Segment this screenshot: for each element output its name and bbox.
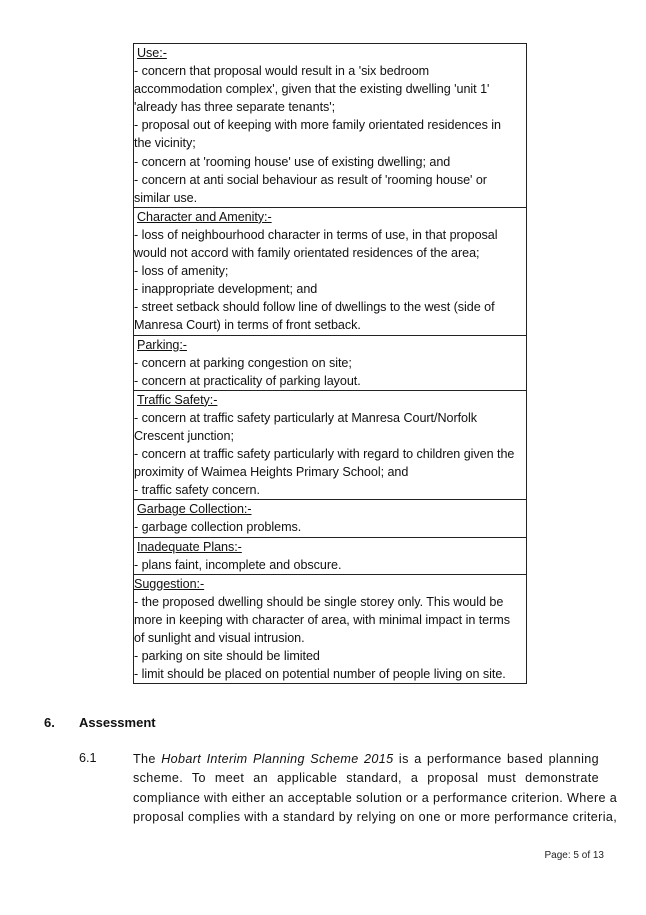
section-line: - concern at anti social behaviour as result of 'rooming house' or (134, 172, 487, 187)
section-line: - concern at traffic safety particularly at Manresa Court/Norfolk (134, 410, 477, 425)
section-line: accommodation complex', given that the existing dwelling 'unit 1' (134, 82, 490, 97)
section-line: - concern that proposal would result in a 'six bedroom (134, 64, 430, 79)
section-line: - concern at parking congestion on site; (134, 355, 352, 370)
section-heading: Character and Amenity:- (137, 209, 272, 224)
section-title: Assessment (79, 715, 156, 730)
section-line: the vicinity; (134, 136, 196, 151)
scheme-name: Hobart Interim Planning Scheme 2015 (161, 752, 394, 766)
section-heading: Traffic Safety:- (137, 392, 218, 407)
section-character-amenity (134, 207, 526, 335)
section-line: more in keeping with character of area, with minimal impact in terms (134, 612, 510, 627)
paragraph-number: 6.1 (79, 751, 97, 765)
section-line: - the proposed dwelling should be single storey only. This would be (134, 594, 504, 609)
paragraph-6-1 (133, 750, 618, 827)
section-number: 6. (44, 715, 55, 730)
section-line: Crescent junction; (134, 428, 234, 443)
section-line: - limit should be placed on potential number of people living on site. (134, 667, 506, 682)
section-traffic-safety (134, 390, 526, 500)
section-garbage-collection (134, 499, 526, 536)
section-use (134, 44, 526, 207)
paragraph-line: compliance with either an acceptable solution or a performance criterion. Where a (133, 790, 618, 805)
section-heading: Use:- (137, 46, 167, 60)
section-line: of sunlight and visual intrusion. (134, 631, 305, 645)
representations-table (133, 43, 527, 684)
section-heading: Inadequate Plans:- (137, 539, 242, 554)
paragraph-line: scheme. To meet an applicable standard, a proposal must demonstrate (133, 771, 599, 786)
paragraph-line (133, 750, 599, 769)
section-line: proximity of Waimea Heights Primary School; and (134, 465, 409, 480)
section-line: - inappropriate development; and (134, 282, 318, 297)
paragraph-text: is a performance based planning (393, 752, 599, 766)
section-line: - concern at 'rooming house' use of existing dwelling; and (134, 154, 451, 169)
paragraph-text: The (133, 752, 162, 766)
section-parking (134, 335, 526, 390)
section-line: 'already has three separate tenants'; (134, 100, 336, 115)
section-line: - garbage collection problems. (134, 520, 302, 535)
section-line: - traffic safety concern. (134, 483, 260, 498)
section-heading: Suggestion:- (134, 576, 205, 591)
section-line: - parking on site should be limited (134, 649, 320, 664)
section-suggestion (134, 574, 526, 684)
section-line: - concern at traffic safety particularly with regard to children given the (134, 447, 515, 462)
paragraph-line: proposal complies with a standard by relying on one or more performance criteria, (133, 809, 618, 824)
section-line: - street setback should follow line of dwellings to the west (side of (134, 300, 495, 315)
section-line: - loss of neighbourhood character in terms of use, in that proposal (134, 227, 498, 242)
section-heading: Garbage Collection:- (137, 502, 252, 517)
page-number: Page: 5 of 13 (544, 850, 604, 861)
section-line: would not accord with family orientated residences of the area; (134, 246, 480, 261)
section-inadequate-plans (134, 537, 526, 574)
section-line: - plans faint, incomplete and obscure. (134, 557, 342, 572)
section-heading: Parking:- (137, 337, 187, 352)
section-line: - concern at practicality of parking layout. (134, 373, 361, 388)
section-line: - proposal out of keeping with more family orientated residences in (134, 118, 501, 133)
section-line: Manresa Court) in terms of front setback. (134, 318, 361, 333)
section-line: similar use. (134, 190, 198, 205)
section-line: - loss of amenity; (134, 264, 229, 279)
